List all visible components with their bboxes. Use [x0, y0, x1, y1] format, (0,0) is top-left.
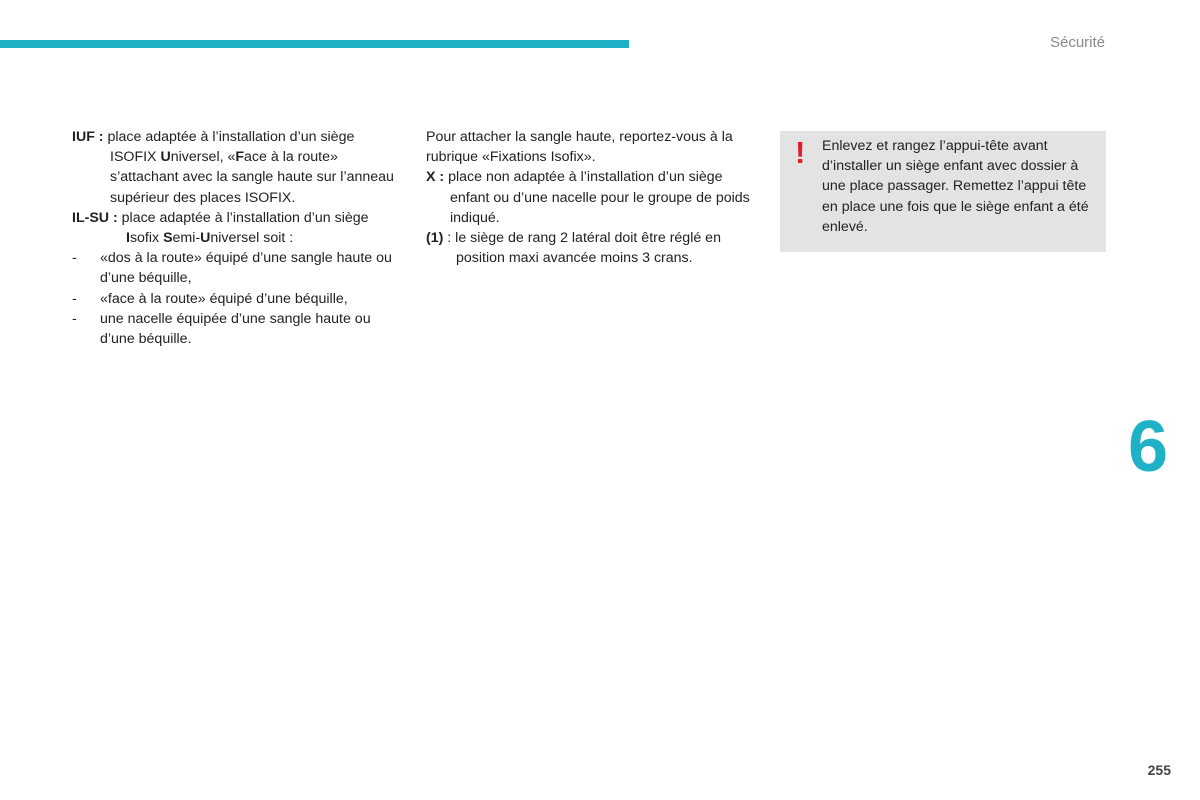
- column-middle: [426, 127, 756, 268]
- list-item: - «dos à la route» équipé d’une sangle haute ou d’une béquille,: [72, 250, 392, 287]
- column-left: [72, 127, 402, 349]
- warning-text: Enlevez et rangez l’appui-tête avant d’installer un siège enfant avec dossier à une place passager. Remettez l’appui tête en place une fois que le siège enfant a été enlevé.: [822, 138, 1089, 235]
- chapter-number: 6: [1128, 407, 1169, 487]
- term-ilsu: IL-SU :: [72, 209, 118, 226]
- definition-x: X : place non adaptée à l’installation d’un siège enfant ou d’une nacelle pour le groupe de poids indiqué.: [426, 169, 750, 226]
- term-footnote-1: (1): [426, 230, 444, 247]
- section-title: Sécurité: [1049, 34, 1105, 51]
- list-item: - «face à la route» équipé d’une béquille,: [72, 290, 348, 307]
- page-number: 255: [1147, 762, 1171, 778]
- term-x: X :: [426, 169, 445, 186]
- footnote-1: (1) : le siège de rang 2 latéral doit être réglé en position maxi avancée moins 3 crans.: [426, 230, 721, 267]
- intro-paragraph: Pour attacher la sangle haute, reportez-vous à la rubrique «Fixations Isofix».: [426, 129, 733, 166]
- definition-iuf: IUF : place adaptée à l’installation d’un siège ISOFIX Universel, «Face à la route» s’attachant avec la sangle haute sur l’anneau supérieur des places ISOFIX.: [72, 129, 394, 206]
- header-accent-bar: [0, 40, 629, 48]
- exclamation-icon: !: [795, 135, 806, 170]
- list-item: - une nacelle équipée d’une sangle haute ou d’une béquille.: [72, 310, 371, 348]
- term-iuf: IUF :: [72, 129, 104, 145]
- definition-ilsu: IL-SU : place adaptée à l’installation d’un siège Isofix Semi-Universel soit :: [72, 209, 369, 247]
- warning-box: [780, 131, 1106, 252]
